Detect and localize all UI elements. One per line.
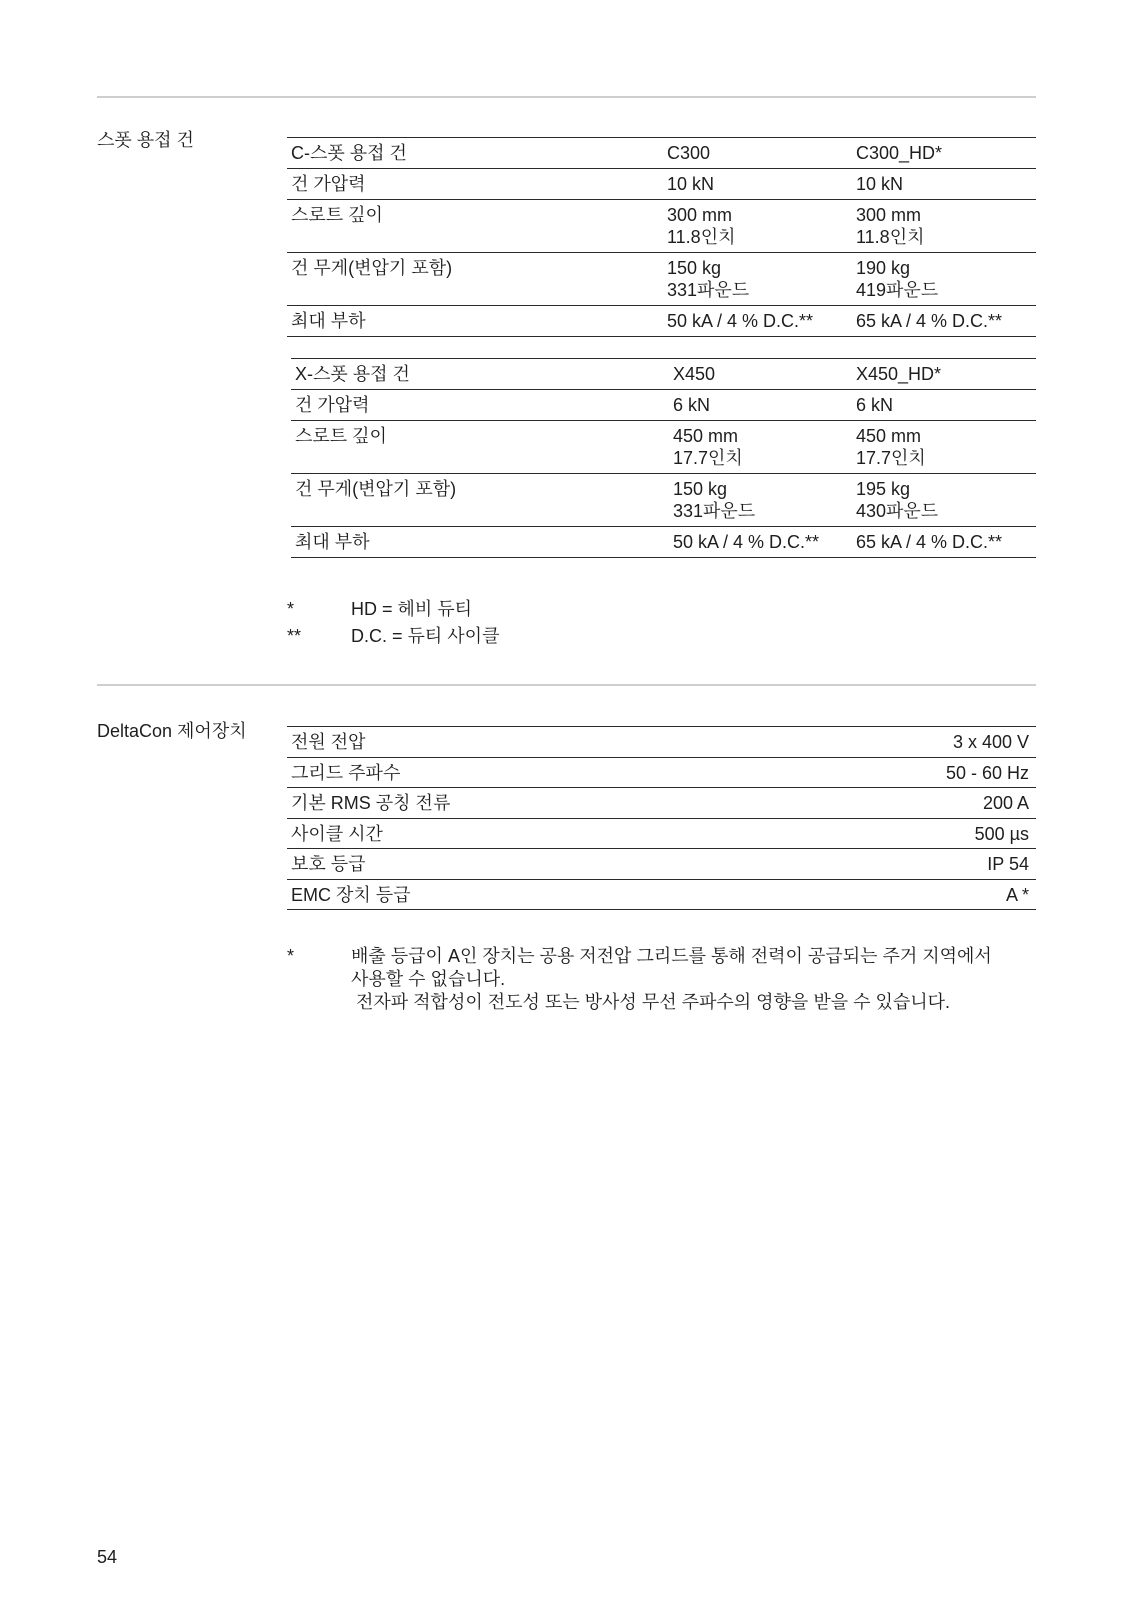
row-label: 건 무게(변압기 포함) [291,258,453,278]
table-row [287,880,1036,910]
row-label: 건 무게(변압기 포함) [295,479,457,499]
table-row [291,474,1036,527]
value-line: 50 kA / 4 % D.C.** [673,532,820,552]
value-standard [663,169,852,199]
value-standard [663,253,852,305]
value-standard [669,390,852,420]
value-heavy-duty [852,200,1036,252]
table-row [291,421,1036,474]
row-label: 기본 RMS 공칭 전류 [291,793,451,813]
value-heavy-duty [852,474,1036,526]
footnote-text-line: 전자파 적합성이 전도성 또는 방사성 무선 주파수의 영향을 받을 수 있습니다. [356,992,951,1012]
table-header-row [287,138,1036,169]
value-line-imperial: 331파운드 [667,280,750,300]
row-label: 스로트 깊이 [295,426,387,446]
table-row [287,200,1036,253]
value-line-imperial: 17.7인치 [673,448,743,468]
value-heavy-duty [852,421,1036,473]
footnote-mark: * [287,599,295,619]
page-number: 54 [97,1547,118,1567]
header-model-heavy-duty: X450_HD* [856,364,942,384]
table-row [291,390,1036,421]
value-line: 450 mm [856,426,922,446]
section-label-spot-welding-gun: 스폿 용접 건 [97,130,194,150]
table-row [287,819,1036,849]
table-header-row [291,359,1036,390]
value-line: 150 kg [667,258,722,278]
row-value: 50 - 60 Hz [945,763,1029,783]
c-spot-gun-table [287,137,1036,337]
value-line-imperial: 419파운드 [856,280,939,300]
value-line: 6 kN [673,395,711,415]
header-gun-type: X-스폿 용접 건 [295,364,410,384]
value-line-imperial: 331파운드 [673,501,756,521]
table-row [287,306,1036,337]
footnote-text-line: 사용할 수 없습니다. [351,969,506,989]
footnote-mark: ** [287,626,302,646]
value-heavy-duty [852,253,1036,305]
value-heavy-duty [852,306,1036,336]
table-row [287,169,1036,200]
value-line: 300 mm [856,205,922,225]
value-heavy-duty [852,527,1036,557]
table-row [287,253,1036,306]
value-line-imperial: 11.8인치 [856,227,925,247]
row-label: 건 가압력 [295,395,370,415]
row-label: 보호 등급 [291,854,366,874]
footnote-text: HD = 헤비 듀티 [351,599,473,619]
row-value: A * [1005,885,1029,905]
value-line: 300 mm [667,205,733,225]
section-divider-top [97,96,1036,98]
footnote-text-line: 배출 등급이 A인 장치는 공용 저전압 그리드를 통해 전력이 공급되는 주거 지역에서 [351,946,992,966]
value-standard [669,421,852,473]
value-line-imperial: 430파운드 [856,501,939,521]
value-line-imperial: 11.8인치 [667,227,736,247]
row-label: 전원 전압 [291,732,366,752]
value-line: 195 kg [856,479,911,499]
value-line: 190 kg [856,258,911,278]
row-label: 최대 부하 [291,311,366,331]
footnote-text: D.C. = 듀티 사이클 [351,626,500,646]
row-value: 500 µs [974,824,1029,844]
row-value: 200 A [982,793,1029,813]
value-heavy-duty [852,390,1036,420]
table-row [287,849,1036,880]
row-value: 3 x 400 V [952,732,1029,752]
value-line: 65 kA / 4 % D.C.** [856,532,1003,552]
value-line: 150 kg [673,479,728,499]
deltacon-spec-table [287,726,1036,910]
table-row [287,788,1036,819]
value-standard [669,474,852,526]
table-row [287,727,1036,758]
row-label: EMC 장치 등급 [291,885,411,905]
section-label-deltacon: DeltaCon 제어장치 [97,721,247,741]
section-divider [97,684,1036,686]
value-standard [663,306,852,336]
row-label: 최대 부하 [295,532,370,552]
row-label: 스로트 깊이 [291,205,383,225]
header-model-standard: C300 [667,143,711,163]
value-line: 450 mm [673,426,739,446]
x-spot-gun-table [291,358,1036,558]
value-line-imperial: 17.7인치 [856,448,926,468]
row-label: 사이클 시간 [291,824,383,844]
value-standard [663,200,852,252]
value-standard [669,527,852,557]
value-line: 50 kA / 4 % D.C.** [667,311,814,331]
value-line: 65 kA / 4 % D.C.** [856,311,1003,331]
value-heavy-duty [852,169,1036,199]
header-model-standard: X450 [673,364,716,384]
row-label: 건 가압력 [291,174,366,194]
table-row [287,758,1036,788]
header-gun-type: C-스폿 용접 건 [291,143,407,163]
value-line: 10 kN [667,174,715,194]
footnote-mark: * [287,946,295,966]
row-label: 그리드 주파수 [291,763,401,783]
value-line: 10 kN [856,174,904,194]
value-line: 6 kN [856,395,894,415]
row-value: IP 54 [987,854,1029,874]
header-model-heavy-duty: C300_HD* [856,143,943,163]
table-row [291,527,1036,558]
